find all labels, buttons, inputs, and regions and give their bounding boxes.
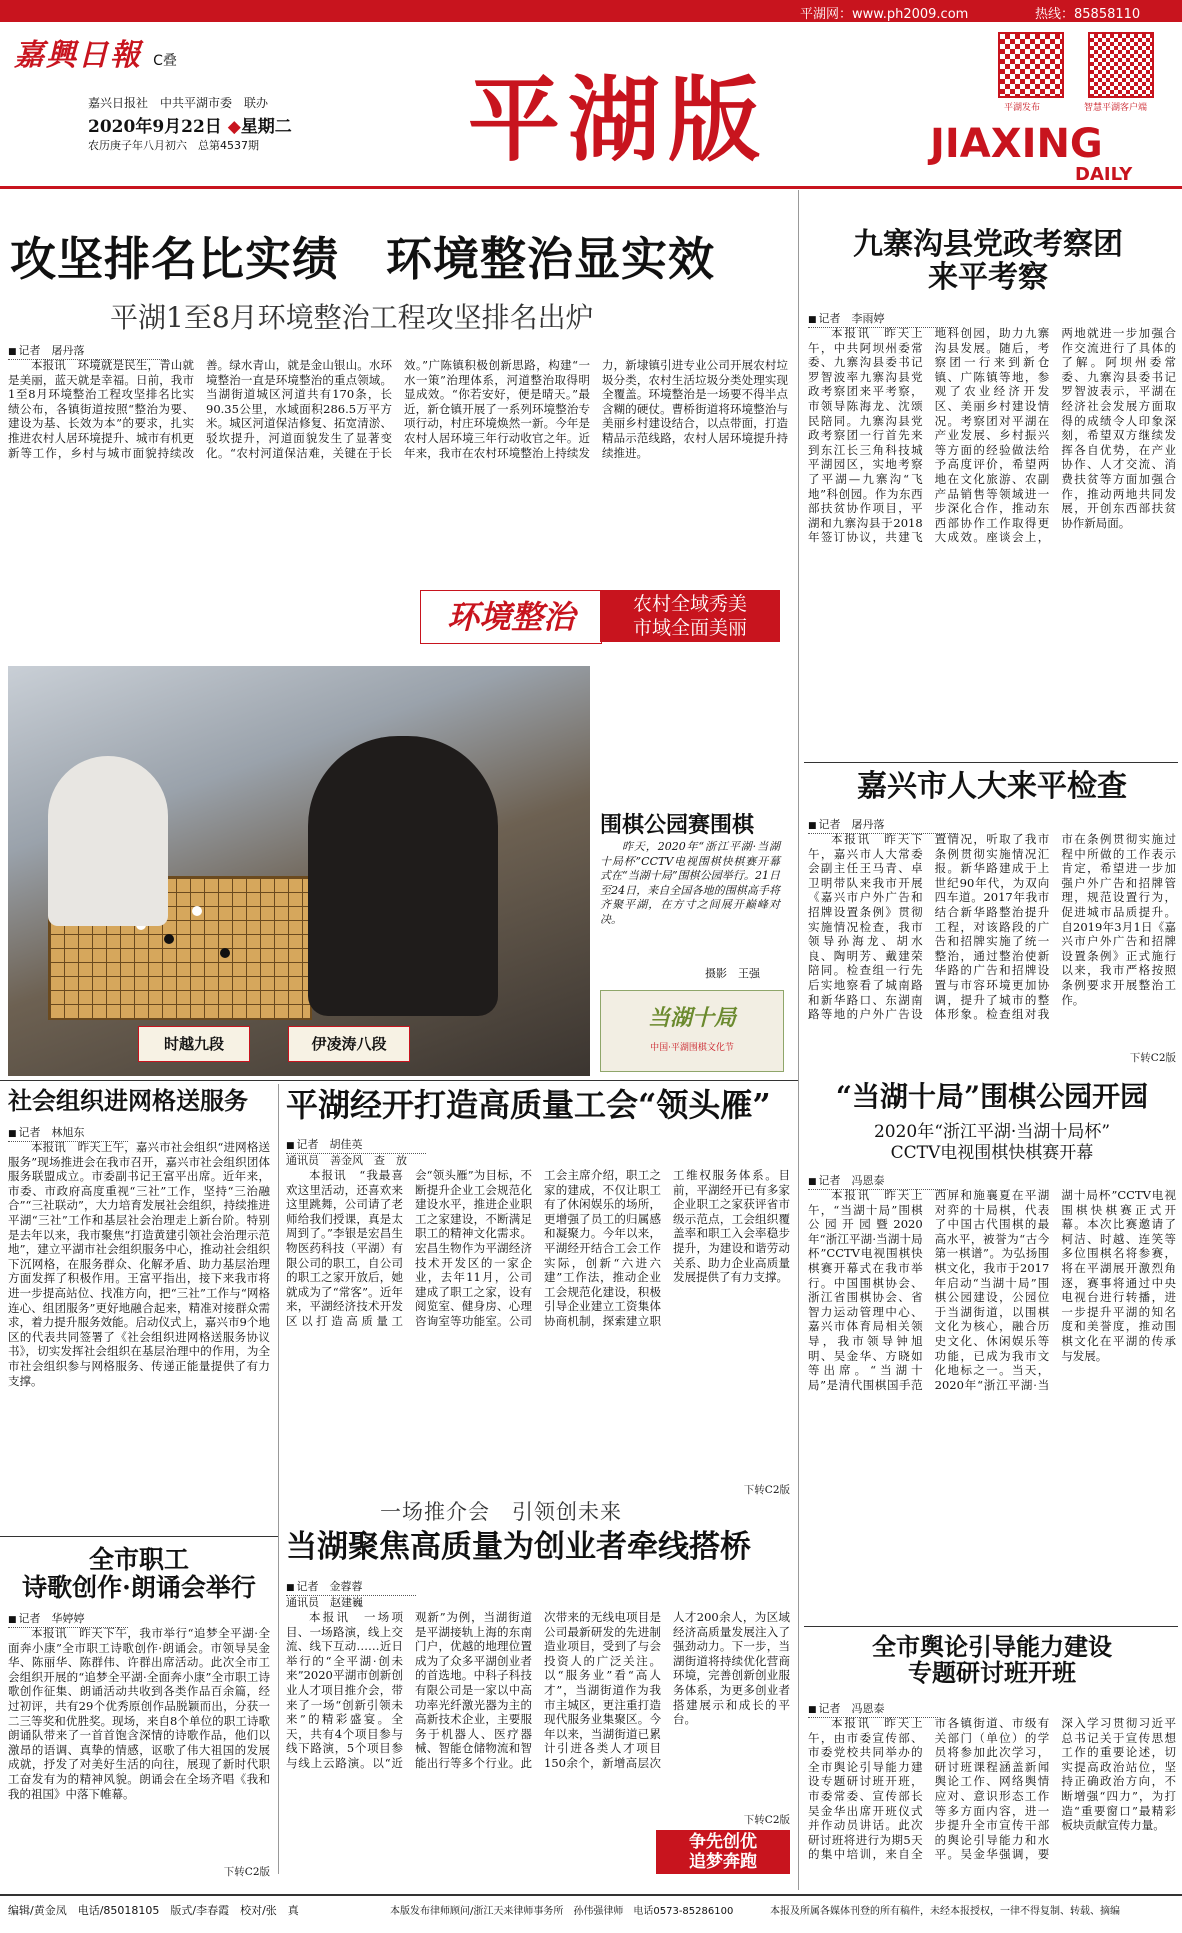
headline-line-2: 来平考察 bbox=[928, 260, 1048, 295]
weekday-text: 星期二 bbox=[240, 117, 292, 137]
name-card: 时越九段 bbox=[138, 1026, 250, 1062]
opinion-headline[interactable] bbox=[808, 1634, 1176, 1687]
lead-subhead: 平湖1至8月环境整治工程攻坚排名出炉 bbox=[110, 301, 594, 334]
top-bar bbox=[0, 0, 1182, 22]
innov-body: 本报讯 一场项目、一场路演，线上交流、线下互动……近日举行的“全平湖·创未来”2020平湖市创新创业人才项目推介会，带来了一场“创新引领未来”的精彩盛宴。全天，共有4个项目参与线下路演，5个项目参与线上云路演。以“近观新”为例，当湖街道是平湖接轨上海的东南门户，优越的地理位置成为了众多平湖创业者的首选地。中科子科技有限公司是一家以中高功率光纤激光器为主的高新技术企业，主要服务于机器人、医疗器械、智能仓储物流和智能出行等多个行业。此次带来的无线电项目是公司最新研发的先进制造业项目，受到了与会投资人的广泛关注。以“服务业”看“高人才”，当湖街道作为我市主城区，更注重打造现代服务业集聚区。今年以来，当湖街道已累计引进各类人才项目150余个，新增高层次人才200余人，为区域经济高质量发展注入了强劲动力。下一步，当湖街道将持续优化营商环境，完善创新创业服务体系，为更多创业者搭建展示和成长的平台。 bbox=[286, 1610, 790, 1770]
right2-body: 本报讯 昨天下午，嘉兴市人大常委会副主任王马青、卓卫明带队来我市开展《嘉兴市户外广告和招牌设置条例》贯彻实施情况检查，我市领导孙海龙、胡水良、陶明芳、戴建荣陪同。检查组一行先后实地察看了城南路和新华路口、东湖南路等地的户外广告设置情况，听取了我市条例贯彻实施情况汇报。新华路建成于上世纪90年代，为双向四车道。2017年我市结合新华路整治提升工程，对该路段的广告和招牌实施了统一整治，通过整治使新华路的广告和招牌设置与市容环境更加协调，提升了城市的整体形象。检查组对我市在条例贯彻实施过程中所做的工作表示肯定，希望进一步加强户外广告和招牌管理，规范设置行为，促进城市品质提升。自2019年3月1日《嘉兴市户外广告和招牌设置条例》正式施行以来，我市严格按照条例要求开展整治工作。 bbox=[808, 832, 1176, 1022]
player-figure bbox=[48, 756, 168, 926]
byline: ■ 记者 冯恩泰 bbox=[808, 1700, 938, 1718]
union-body: 本报讯 “我最喜欢这里活动，还喜欢来这里跳舞，公司请了老师给我们授课，真是太周到了。”李银是宏昌生物医药科技（平湖）有限公司的职工，自公司的职工之家开放后，她就成为了“常客”。近年来，平湖经济技术开发区以打造高质量工会“领头雁”为目标，不断提升企业工会规范化建设水平，推进企业职工之家建设，不断满足职工的精神文化需求。宏昌生物作为平湖经济技术开发区的一家企业，去年11月，公司建成了职工之家，设有阅览室、健身房、心理咨询室等功能室。公司工会主席介绍，职工之家的建成，不仅让职工有了休闲娱乐的场所，更增强了员工的归属感和凝聚力。今年以来，平湖经开结合工会工作实际，创新“六进六建”工作法，推动企业工会规范化建设，积极引导企业建立工资集体协商机制，探索建立职工维权服务体系。目前，平湖经开已有多家企业职工之家获评省市级示范点，工会组织覆盖率和职工入会率稳步提升，为建设和谐劳动关系、助力企业高质量发展提供了有力支撑。 bbox=[286, 1168, 790, 1328]
footer-copyright: 本报及所属各媒体刊登的所有稿件，未经本报授权，一律不得复制、转载、摘编 bbox=[770, 1906, 1120, 1917]
innov-headline[interactable]: 当湖聚焦高质量为创业者牵线搭桥 bbox=[286, 1529, 751, 1565]
column-divider bbox=[798, 190, 799, 1890]
union-headline[interactable]: 平湖经开打造高质量工会“领头雁” bbox=[286, 1086, 771, 1124]
headline-line-1: 九寨沟县党政考察团 bbox=[853, 227, 1123, 262]
lunar-issue: 农历庚子年八月初六 总第4537期 bbox=[88, 139, 259, 152]
headline-line-1: 全市舆论引导能力建设 bbox=[872, 1632, 1112, 1661]
byline-secondary: 通讯员 赵建巍 bbox=[286, 1596, 363, 1609]
go-body: 本报讯 昨天上午，“当湖十局”围棋公园开园暨2020年“浙江平湖·当湖十局杯”CCTV电视围棋快棋赛开幕式在我市举行。中国围棋协会、浙江省围棋协会、省智力运动管理中心、嘉兴市体育局相关领导，我市领导钟旭明、吴金华、方晓如等出席。“当湖十局”是清代围棋国手范西屏和施襄夏在平湖对弈的十局棋，代表了中国古代围棋的最高水平，被誉为“古今第一棋谱”。为弘扬围棋文化，我市于2017年启动“当湖十局”围棋公园建设，公园位于当湖街道，以围棋文化为核心，融合历史文化、休闲娱乐等功能，已成为我市文化地标之一。当天，2020年“浙江平湖·当湖十局杯”CCTV电视围棋快棋赛正式开幕。本次比赛邀请了柯洁、时越、连笑等多位围棋名将参赛，将在平湖展开激烈角逐，赛事将通过中央电视台进行转播，进一步提升平湖的知名度和美誉度，推动围棋文化在平湖的传承与发展。 bbox=[808, 1188, 1176, 1392]
footer-divider bbox=[0, 1894, 1182, 1896]
continued-label[interactable]: 下转C2版 bbox=[223, 1866, 270, 1878]
byline: ■ 记者 金蓉蓉 bbox=[286, 1578, 416, 1596]
lead-body: 本报讯 环境就是民生，青山就是美丽，蓝天就是幸福。日前，我市1至8月环境整治工程攻坚排名比实绩公布，各镇街道按照“整治为要、建设为基、长效为本”的要求，扎实推进农村人居环境提升、城市有机更新等工作，乡村与城市面貌持续改善。绿水青山，就是金山银山。水环境整治一直是环境整治的重点领域。当湖街道城区河道共有170条，长90.35公里，水域面积286.5万平方米。城区河道保洁修复、拓宽清淤、驳坎提升，河道面貌发生了显著变化。“农村河道保洁难，关键在于长效。”广陈镇积极创新思路，构建“一水一策”治理体系，河道整治取得明显成效。“你若安好，便是晴天。”最近，新仓镇开展了一系列环境整治专项行动，村庄环境焕然一新。今年是农村人居环境三年行动收官之年。近年来，我市在农村环境整治上持续发力，新埭镇引进专业公司开展农村垃圾分类，农村生活垃圾分类处理实现全覆盖。环境整治是一场要不得半点含糊的硬仗。曹桥街道将环境整治与美丽乡村建设结合，以点带面，打造精品示范线路，农村人居环境提升持续推进。 bbox=[8, 358, 788, 460]
english-title: JIAXING bbox=[930, 121, 1103, 167]
opinion-body: 本报讯 昨天上午，由市委宣传部、市委党校共同举办的全市舆论引导能力建设专题研讨班开班，市委常委、宣传部长吴金华出席开班仪式并作动员讲话。此次研讨班将进行为期5天的集中培训，来自全市各镇街道、市级有关部门（单位）的学员将参加此次学习，研讨班课程涵盖新闻舆论工作、网络舆情应对、意识形态工作等多方面内容，进一步提升全市宣传干部的舆论引导能力和水平。吴金华强调，要深入学习贯彻习近平总书记关于宣传思想工作的重要论述，切实提高政治站位，坚持正确政治方向，不断增强“四力”，为打造“重要窗口”最精彩板块贡献宣传力量。 bbox=[808, 1716, 1176, 1862]
poetry-body: 本报讯 昨天下午，我市举行“追梦全平湖·全面奔小康”全市职工诗歌创作·朗诵会。市领导吴金华、陈丽华、陈群伟、许群出席活动。此次全市工会组织开展的“追梦全平湖·全面奔小康”全市职工诗歌创作征集、朗诵活动共收到各类作品百余篇，经过初评，共有29个优秀原创作品脱颖而出，分获一二三等奖和优胜奖。现场，来自8个单位的职工诗歌朗诵队带来了一首首饱含深情的诗歌作品，他们以激昂的语调、真挚的情感，讴歌了伟大祖国的发展成就，抒发了对美好生活的向往，展现了新时代职工奋发有为的精神风貌。朗诵会在全场齐唱《我和我的祖国》中落下帷幕。 bbox=[8, 1626, 270, 1801]
player-figure bbox=[308, 736, 498, 1016]
headline-line-2: 诗歌创作·朗诵会举行 bbox=[22, 1572, 256, 1602]
go-match-photo[interactable] bbox=[8, 666, 590, 1076]
right2-headline[interactable]: 嘉兴市人大来平检查 bbox=[857, 769, 1127, 804]
photo-caption: 昨天，2020年“浙江平湖·当湖十局杯”CCTV电视围棋快棋赛开幕式在“当湖十局”围棋公园举行。21日至24日，来自全国各地的围棋高手将齐聚平湖，在方寸之间展开巅峰对决。 bbox=[600, 840, 780, 926]
byline-secondary: 通讯员 善金风 查 放 bbox=[286, 1154, 407, 1167]
badge-line-1: 争先创优 bbox=[689, 1832, 757, 1852]
white-stone bbox=[192, 906, 202, 916]
right1-headline[interactable] bbox=[808, 228, 1168, 294]
innov-kicker: 一场推介会 引领创未来 bbox=[380, 1500, 622, 1524]
column-divider bbox=[278, 1084, 279, 1874]
page-title: 平湖版 bbox=[468, 66, 769, 174]
badge-line-2: 追梦奔跑 bbox=[689, 1852, 757, 1872]
go-headline[interactable]: “当湖十局”围棋公园开园 bbox=[835, 1080, 1149, 1113]
section-divider bbox=[0, 1080, 798, 1081]
social-body: 本报讯 昨天上午，嘉兴市社会组织“进网格送服务”现场推进会在我市召开，嘉兴市社会组织团体服务联盟成立。市委副书记王富平出席。近年来，市委、市政府高度重视“三社”工作，坚持“三治融合”“三社联动”，大力培育发展社会组织，持续推进平湖“三社”工作和基层社会治理走上新台阶。特别是去年以来，我市聚焦“打造黄建引领社会治理示范地”，建立平湖市社会组织服务中心，推动社会组织下沉网格，在服务群众、化解矛盾、助力基层治理方面发挥了积极作用。王富平指出，接下来我市将进一步提高站位、找准方向，把“三社”工作与“网格连心、组团服务”更好地融合起来，精准对接群众需求，着力提升服务效能。启动仪式上，嘉兴市9个地区的代表共同签署了《社会组织进网格送服务协议书》，切实发挥社会组织在基层治理中的作用，为全市社会组织参与网格服务、传递正能量提供了有力支撑。 bbox=[8, 1140, 270, 1388]
banner-line-1: 农村全域秀美 bbox=[632, 593, 747, 615]
sign-subtitle: 中国·平湖围棋文化节 bbox=[650, 1043, 734, 1053]
environment-banner bbox=[420, 590, 780, 642]
poetry-headline[interactable] bbox=[8, 1546, 270, 1601]
continued-label[interactable]: 下转C2版 bbox=[743, 1484, 790, 1496]
footer-editors: 编辑/黄金凤 电话/85018105 版式/李春霞 校对/张 真 bbox=[8, 1904, 299, 1917]
byline: ■ 记者 华婷婷 bbox=[8, 1610, 128, 1628]
section-divider bbox=[0, 1536, 278, 1537]
brand-logo: 嘉興日報 bbox=[14, 38, 142, 73]
byline: ■ 记者 林旭东 bbox=[8, 1124, 128, 1142]
lead-headline[interactable]: 攻坚排名比实绩 环境整治显实效 bbox=[10, 232, 715, 286]
award-badge bbox=[656, 1830, 790, 1874]
headline-line-1: 全市职工 bbox=[88, 1545, 189, 1574]
byline: ■ 记者 李雨婷 bbox=[808, 310, 958, 328]
black-stone bbox=[220, 948, 230, 958]
brand-suffix: C叠 bbox=[153, 53, 177, 69]
byline: ■ 记者 胡佳英 bbox=[286, 1136, 426, 1154]
sign-title: 当湖十局 bbox=[647, 1005, 736, 1031]
right1-body: 本报讯 昨天上午，中共阿坝州委常委、九寨沟县委书记罗智波率九寨沟县党政考察团来平考察，市领导陈海龙、沈颂民陪同。九寨沟县党政考察团一行首先来到东江长三角科技城平湖园区，实地考察了平湖—九寨沟“飞地”科创园。作为东西部扶贫协作项目，平湖和九寨沟县于2018年签订协议，共建飞地科创园，助力九寨沟县发展。随后，考察团一行来到新仓镇、广陈镇等地，参观了农业经济开发区、美丽乡村建设情况。考察团对平湖在产业发展、乡村振兴等方面的经验做法给予高度评价，希望两地在文化旅游、农副产品销售等领域进一步深化合作，推动东西部协作工作取得更大成效。座谈会上，两地就进一步加强合作交流进行了具体的了解。阿坝州委常委、九寨沟县委书记罗智波表示，平湖在经济社会发展方面取得的成绩令人印象深刻，希望双方继续发挥各自优势，在产业协作、人才交流、消费扶贫等方面加强合作，推动两地共同发展，开创东西部扶贫协作新局面。 bbox=[808, 326, 1176, 545]
social-headline[interactable]: 社会组织进网格送服务 bbox=[8, 1086, 248, 1115]
subhead-line-1: 2020年“浙江平湖·当湖十局杯” bbox=[873, 1122, 1111, 1142]
section-divider bbox=[804, 1626, 1178, 1627]
name-card: 伊凌涛八段 bbox=[288, 1026, 410, 1062]
continued-label[interactable]: 下转C2版 bbox=[743, 1814, 790, 1826]
banner-right bbox=[600, 590, 780, 642]
go-festival-sign bbox=[600, 990, 784, 1072]
qr-code-icon[interactable] bbox=[998, 32, 1064, 98]
issue-date bbox=[88, 112, 292, 137]
masthead-brand bbox=[14, 30, 334, 80]
diamond-icon: ◆ bbox=[227, 117, 241, 137]
headline-line-2: 专题研讨班开班 bbox=[908, 1658, 1076, 1688]
qr-code-icon[interactable] bbox=[1088, 32, 1154, 98]
hotline-text: 热线：85858110 bbox=[1035, 7, 1141, 22]
qr2-label: 智慧平湖客户端 bbox=[1084, 103, 1148, 113]
byline: ■ 记者 屠丹落 bbox=[808, 816, 958, 834]
footer-legal: 本版发布律师顾问/浙江天来律师事务所 孙伟强律师 电话0573-85286100 bbox=[390, 1906, 734, 1917]
orgs-line: 嘉兴日报社 中共平湖市委 联办 bbox=[88, 96, 269, 110]
subhead-line-2: CCTV电视围棋快棋赛开幕 bbox=[890, 1143, 1094, 1163]
date-text: 2020年9月22日 bbox=[88, 117, 222, 137]
banner-line-2: 市域全面美丽 bbox=[632, 617, 747, 639]
qr1-label: 平湖发布 bbox=[1004, 103, 1041, 113]
english-subtitle: DAILY bbox=[1075, 164, 1133, 185]
byline: ■ 记者 冯恩泰 bbox=[808, 1172, 948, 1190]
section-divider bbox=[804, 762, 1178, 763]
website-text: 平湖网：www.ph2009.com bbox=[800, 7, 969, 22]
banner-left: 环境整治 bbox=[420, 590, 602, 644]
photo-credit: 摄影 王强 bbox=[705, 967, 760, 980]
photo-caption-title: 围棋公园赛围棋 bbox=[600, 812, 755, 838]
masthead-divider bbox=[0, 186, 1182, 189]
go-subhead bbox=[808, 1122, 1176, 1164]
black-stone bbox=[164, 934, 174, 944]
continued-label[interactable]: 下转C2版 bbox=[1129, 1052, 1176, 1064]
byline: ■ 记者 屠丹落 bbox=[8, 342, 168, 360]
